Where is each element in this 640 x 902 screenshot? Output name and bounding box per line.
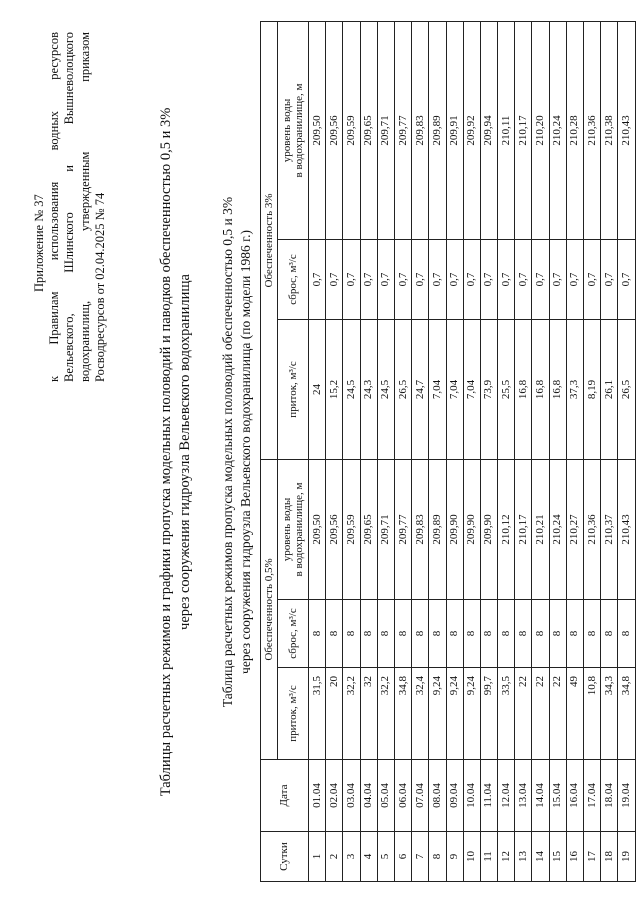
appendix-line: к Правилам использования водных ресурсов [47,32,62,382]
cell-date: 15.04 [549,760,566,832]
cell-d1: 8 [480,600,497,668]
header-discharge: сброс, м³/с [278,239,309,319]
cell-d1: 8 [309,600,326,668]
cell-h1: 209,83 [412,459,429,599]
cell-h1: 209,59 [343,459,360,599]
table-row [309,21,326,881]
cell-q1: 99,7 [480,668,497,760]
cell-q1: 20 [326,668,343,760]
cell-day: 16 [566,832,583,882]
cell-h1: 210,43 [618,459,635,599]
table-row [463,21,480,881]
cell-q2: 26,1 [601,319,618,459]
table-row [584,21,601,881]
cell-d2: 0,7 [618,239,635,319]
cell-d1: 8 [377,600,394,668]
cell-d1: 8 [343,600,360,668]
cell-date: 01.04 [309,760,326,832]
header-level-line2: в водохранилище, м [293,482,305,577]
cell-d1: 8 [498,600,515,668]
cell-q1: 22 [549,668,566,760]
cell-day: 1 [309,832,326,882]
cell-h2: 209,89 [429,21,446,239]
table-row [532,21,549,881]
cell-q2: 8,19 [584,319,601,459]
header-level [278,21,309,239]
cell-h2: 209,56 [326,21,343,239]
cell-h2: 210,36 [584,21,601,239]
cell-q1: 10,8 [584,668,601,760]
cell-h2: 210,24 [549,21,566,239]
cell-h1: 210,24 [549,459,566,599]
header-group-05: Обеспеченность 0,5% [261,459,278,759]
cell-q2: 26,5 [394,319,411,459]
cell-q2: 16,8 [549,319,566,459]
cell-h1: 210,12 [498,459,515,599]
table-body [309,21,636,881]
cell-h2: 209,94 [480,21,497,239]
cell-d2: 0,7 [309,239,326,319]
cell-day: 7 [412,832,429,882]
rotated-content [20,22,640,882]
cell-q2: 26,5 [618,319,635,459]
table-row [343,21,360,881]
table-row [480,21,497,881]
cell-q1: 32,2 [343,668,360,760]
cell-h1: 210,21 [532,459,549,599]
cell-q2: 24 [309,319,326,459]
cell-date: 02.04 [326,760,343,832]
cell-date: 04.04 [360,760,377,832]
cell-h1: 209,77 [394,459,411,599]
cell-day: 15 [549,832,566,882]
cell-q2: 24,5 [343,319,360,459]
cell-h2: 210,28 [566,21,583,239]
cell-h1: 209,56 [326,459,343,599]
cell-day: 5 [377,832,394,882]
cell-d1: 8 [532,600,549,668]
cell-d2: 0,7 [532,239,549,319]
cell-h2: 209,92 [463,21,480,239]
table-row [377,21,394,881]
cell-day: 11 [480,832,497,882]
cell-d2: 0,7 [326,239,343,319]
cell-h2: 210,11 [498,21,515,239]
header-level-line1: уровень воды [281,98,293,163]
cell-d2: 0,7 [566,239,583,319]
table-row [515,21,532,881]
cell-q1: 33,5 [498,668,515,760]
cell-q1: 31,5 [309,668,326,760]
cell-h2: 209,91 [446,21,463,239]
appendix-line: Приложение № 37 [32,194,46,292]
cell-d2: 0,7 [394,239,411,319]
cell-day: 8 [429,832,446,882]
table-row [394,21,411,881]
appendix-line: Росводресурсов от 02.04.2025 № 74 [92,192,107,382]
cell-h2: 210,17 [515,21,532,239]
cell-q2: 25,5 [498,319,515,459]
cell-d2: 0,7 [412,239,429,319]
cell-h2: 209,77 [394,21,411,239]
cell-q2: 24,5 [377,319,394,459]
cell-d1: 8 [566,600,583,668]
table-row [412,21,429,881]
cell-d2: 0,7 [377,239,394,319]
cell-h2: 209,83 [412,21,429,239]
cell-date: 16.04 [566,760,583,832]
cell-h2: 210,20 [532,21,549,239]
cell-day: 19 [618,832,635,882]
cell-h1: 210,17 [515,459,532,599]
cell-q2: 16,8 [532,319,549,459]
cell-h1: 210,36 [584,459,601,599]
cell-h1: 209,71 [377,459,394,599]
header-day: Сутки [261,832,309,882]
cell-d1: 8 [360,600,377,668]
cell-date: 09.04 [446,760,463,832]
table-row [549,21,566,881]
cell-h1: 209,50 [309,459,326,599]
header-discharge: сброс, м³/с [278,600,309,668]
table-row [446,21,463,881]
cell-h2: 209,65 [360,21,377,239]
cell-day: 14 [532,832,549,882]
cell-d1: 8 [463,600,480,668]
data-table [260,21,636,882]
cell-date: 07.04 [412,760,429,832]
cell-d1: 8 [601,600,618,668]
table-row [429,21,446,881]
cell-day: 13 [515,832,532,882]
table-row [360,21,377,881]
cell-h1: 209,89 [429,459,446,599]
cell-h1: 209,90 [480,459,497,599]
cell-date: 11.04 [480,760,497,832]
cell-day: 9 [446,832,463,882]
cell-d2: 0,7 [515,239,532,319]
cell-h2: 209,71 [377,21,394,239]
cell-date: 06.04 [394,760,411,832]
cell-d1: 8 [446,600,463,668]
cell-q2: 7,04 [446,319,463,459]
appendix-line: Вельевского, Шлинского и Вышневолоцкого [62,32,77,382]
header-inflow: приток, м³/с [278,319,309,459]
cell-date: 08.04 [429,760,446,832]
cell-q1: 9,24 [463,668,480,760]
cell-h2: 209,59 [343,21,360,239]
cell-h1: 210,27 [566,459,583,599]
cell-q1: 32,2 [377,668,394,760]
cell-date: 17.04 [584,760,601,832]
header-level-line2: в водохранилище, м [293,83,305,178]
cell-h2: 210,38 [601,21,618,239]
cell-day: 6 [394,832,411,882]
header-date: Дата [261,760,309,832]
table-title-line2: через сооружения гидроузла Вельевского водохранилища (по модели 1986 г.) [238,230,253,674]
cell-date: 05.04 [377,760,394,832]
cell-q1: 9,24 [429,668,446,760]
header-level-line1: уровень воды [281,497,293,562]
cell-q1: 9,24 [446,668,463,760]
cell-date: 19.04 [618,760,635,832]
cell-q1: 49 [566,668,583,760]
cell-d1: 8 [515,600,532,668]
appendix-line: водохранилищ, утвержденным приказом [77,32,92,382]
cell-d1: 8 [618,600,635,668]
cell-d1: 8 [326,600,343,668]
main-title-line1: Таблицы расчетных режимов и графики пропуска модельных половодий и паводков обеспеченностью 0,5 и 3% [158,107,174,797]
cell-d2: 0,7 [463,239,480,319]
cell-q2: 16,8 [515,319,532,459]
appendix-block [32,32,108,382]
table-title-line1: Таблица расчетных режимов пропуска модельных половодий обеспеченностью 0,5 и 3% [220,196,235,708]
cell-d1: 8 [394,600,411,668]
table-row [618,21,635,881]
cell-q1: 34,3 [601,668,618,760]
header-level [278,459,309,599]
cell-q1: 34,8 [394,668,411,760]
cell-day: 2 [326,832,343,882]
cell-d2: 0,7 [584,239,601,319]
cell-d1: 8 [412,600,429,668]
cell-h1: 209,65 [360,459,377,599]
header-inflow: приток, м³/с [278,668,309,760]
cell-h1: 210,37 [601,459,618,599]
cell-q2: 15,2 [326,319,343,459]
cell-q1: 32 [360,668,377,760]
cell-q2: 24,3 [360,319,377,459]
cell-date: 10.04 [463,760,480,832]
table-row [566,21,583,881]
table-row [498,21,515,881]
cell-q2: 7,04 [429,319,446,459]
cell-d2: 0,7 [480,239,497,319]
table-row [601,21,618,881]
cell-d1: 8 [549,600,566,668]
cell-date: 18.04 [601,760,618,832]
cell-q1: 22 [532,668,549,760]
cell-day: 12 [498,832,515,882]
main-title-line2: через сооружения гидроузла Вельевского водохранилища [177,274,193,630]
cell-h2: 210,43 [618,21,635,239]
cell-d2: 0,7 [343,239,360,319]
cell-q2: 73,9 [480,319,497,459]
cell-d2: 0,7 [549,239,566,319]
cell-q1: 32,4 [412,668,429,760]
cell-d2: 0,7 [360,239,377,319]
cell-date: 12.04 [498,760,515,832]
cell-day: 4 [360,832,377,882]
cell-d2: 0,7 [601,239,618,319]
header-group-3: Обеспеченность 3% [261,21,278,459]
cell-day: 3 [343,832,360,882]
cell-d1: 8 [584,600,601,668]
cell-d2: 0,7 [446,239,463,319]
cell-q1: 34,8 [618,668,635,760]
cell-day: 17 [584,832,601,882]
cell-q1: 22 [515,668,532,760]
cell-h1: 209,90 [446,459,463,599]
table-row [326,21,343,881]
cell-q2: 24,7 [412,319,429,459]
cell-day: 18 [601,832,618,882]
cell-h2: 209,50 [309,21,326,239]
cell-date: 14.04 [532,760,549,832]
cell-q2: 7,04 [463,319,480,459]
cell-date: 03.04 [343,760,360,832]
cell-day: 10 [463,832,480,882]
cell-q2: 37,3 [566,319,583,459]
cell-h1: 209,90 [463,459,480,599]
cell-d2: 0,7 [429,239,446,319]
cell-d2: 0,7 [498,239,515,319]
cell-date: 13.04 [515,760,532,832]
cell-d1: 8 [429,600,446,668]
